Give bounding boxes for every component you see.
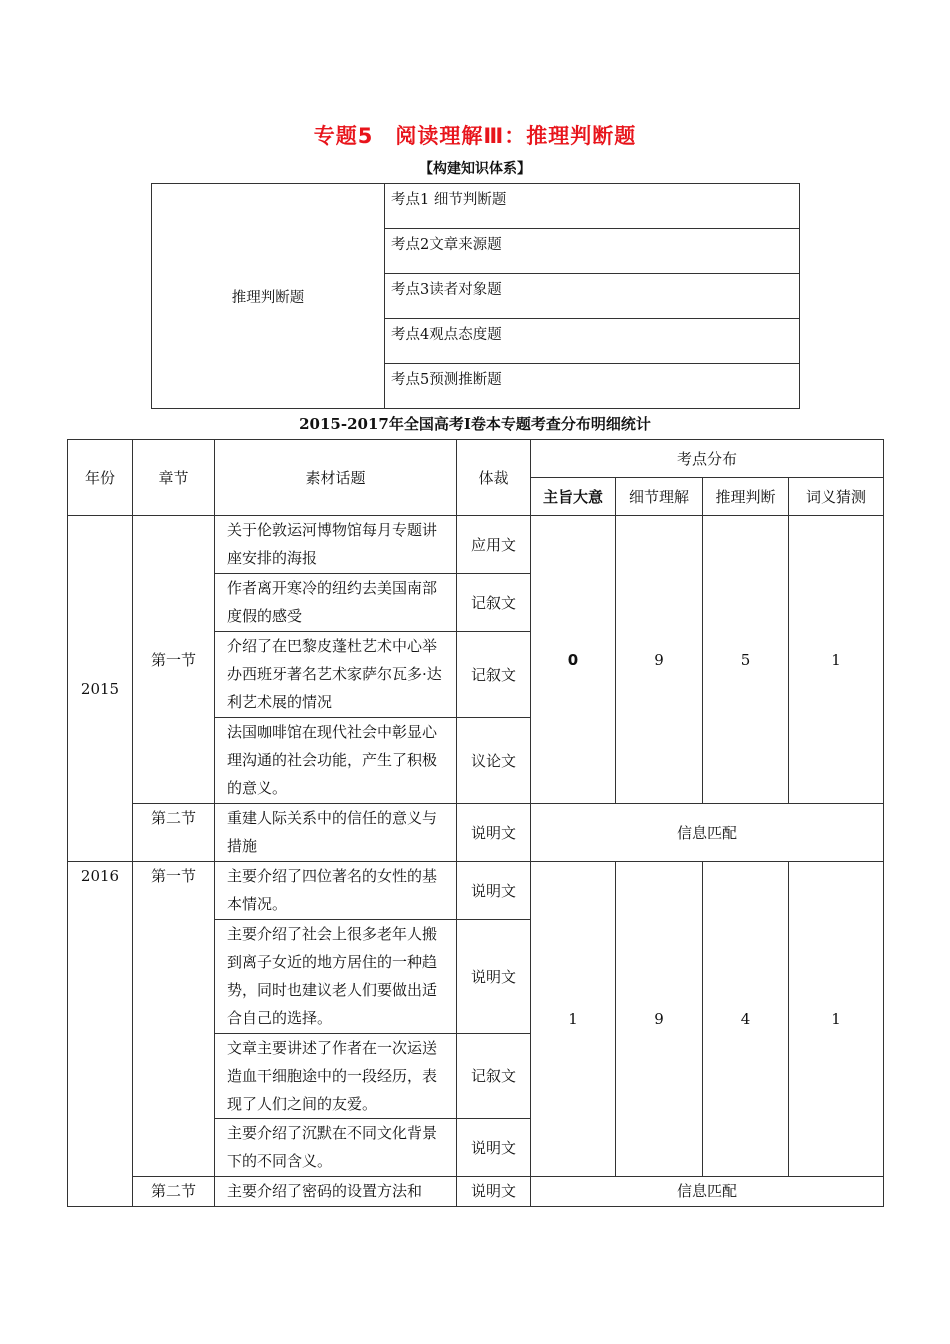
count-detail: 9 — [616, 516, 703, 804]
section-subtitle: 【构建知识体系】 — [419, 161, 531, 177]
count-inference: 5 — [703, 516, 789, 804]
header-vocab: 词义猜测 — [789, 478, 884, 516]
year-2015: 2015 — [68, 516, 133, 862]
topic-cell: 主要介绍了社会上很多老年人搬到离子女近的地方居住的一种趋势，同时也建议老人们要做出适合自己的选择。 — [215, 920, 457, 1034]
header-detail: 细节理解 — [616, 478, 703, 516]
header-year: 年份 — [68, 440, 133, 516]
count-inference: 4 — [703, 862, 789, 1177]
topic-cell: 法国咖啡馆在现代社会中彰显心理沟通的社会功能，产生了积极的意义。 — [215, 718, 457, 804]
section-2: 第二节 — [133, 804, 215, 862]
genre-cell: 记叙文 — [457, 632, 531, 718]
topic-cell: 主要介绍了四位著名的女性的基本情况。 — [215, 862, 457, 920]
stats-table — [67, 439, 884, 1207]
type-cell: 信息匹配 — [531, 804, 884, 862]
header-genre: 体裁 — [457, 440, 531, 516]
year-2016: 2016 — [68, 862, 133, 1207]
type-cell: 信息匹配 — [531, 1177, 884, 1207]
page-title: 专题5 阅读理解Ⅲ：推理判断题 — [313, 124, 637, 148]
topic-cell: 文章主要讲述了作者在一次运送造血干细胞途中的一段经历，表现了人们之间的友爱。 — [215, 1034, 457, 1119]
section-2: 第二节 — [133, 1177, 215, 1207]
header-main-idea: 主旨大意 — [531, 478, 616, 516]
count-detail: 9 — [616, 862, 703, 1177]
genre-cell: 应用文 — [457, 516, 531, 574]
genre-cell: 说明文 — [457, 804, 531, 862]
header-inference: 推理判断 — [703, 478, 789, 516]
section-1: 第一节 — [133, 862, 215, 1177]
knowledge-table — [151, 183, 800, 409]
genre-cell: 议论文 — [457, 718, 531, 804]
knowledge-point: 考点1 细节判断题 — [385, 184, 800, 229]
topic-cell: 介绍了在巴黎皮蓬杜艺术中心举办西班牙著名艺术家萨尔瓦多·达利艺术展的情况 — [215, 632, 457, 718]
genre-cell: 说明文 — [457, 1177, 531, 1207]
genre-cell: 说明文 — [457, 1119, 531, 1177]
count-vocab: 1 — [789, 516, 884, 804]
topic-cell: 关于伦敦运河博物馆每月专题讲座安排的海报 — [215, 516, 457, 574]
genre-cell: 记叙文 — [457, 1034, 531, 1119]
knowledge-point: 考点2文章来源题 — [385, 229, 800, 274]
genre-cell: 记叙文 — [457, 574, 531, 632]
topic-cell: 主要介绍了沉默在不同文化背景下的不同含义。 — [215, 1119, 457, 1177]
knowledge-point: 考点3读者对象题 — [385, 274, 800, 319]
knowledge-point: 考点4观点态度题 — [385, 319, 800, 364]
genre-cell: 说明文 — [457, 920, 531, 1034]
topic-cell: 作者离开寒冷的纽约去美国南部度假的感受 — [215, 574, 457, 632]
header-distribution: 考点分布 — [531, 440, 884, 478]
topic-cell: 重建人际关系中的信任的意义与措施 — [215, 804, 457, 862]
knowledge-point: 考点5预测推断题 — [385, 364, 800, 409]
count-main-idea: 0 — [531, 516, 616, 804]
count-main-idea: 1 — [531, 862, 616, 1177]
stats-title: 2015-2017年全国高考Ⅰ卷本专题考查分布明细统计 — [299, 415, 651, 433]
genre-cell: 说明文 — [457, 862, 531, 920]
topic-cell: 主要介绍了密码的设置方法和 — [215, 1177, 457, 1207]
count-vocab: 1 — [789, 862, 884, 1177]
header-topic: 素材话题 — [215, 440, 457, 516]
header-section: 章节 — [133, 440, 215, 516]
knowledge-category: 推理判断题 — [152, 184, 385, 409]
section-1: 第一节 — [133, 516, 215, 804]
